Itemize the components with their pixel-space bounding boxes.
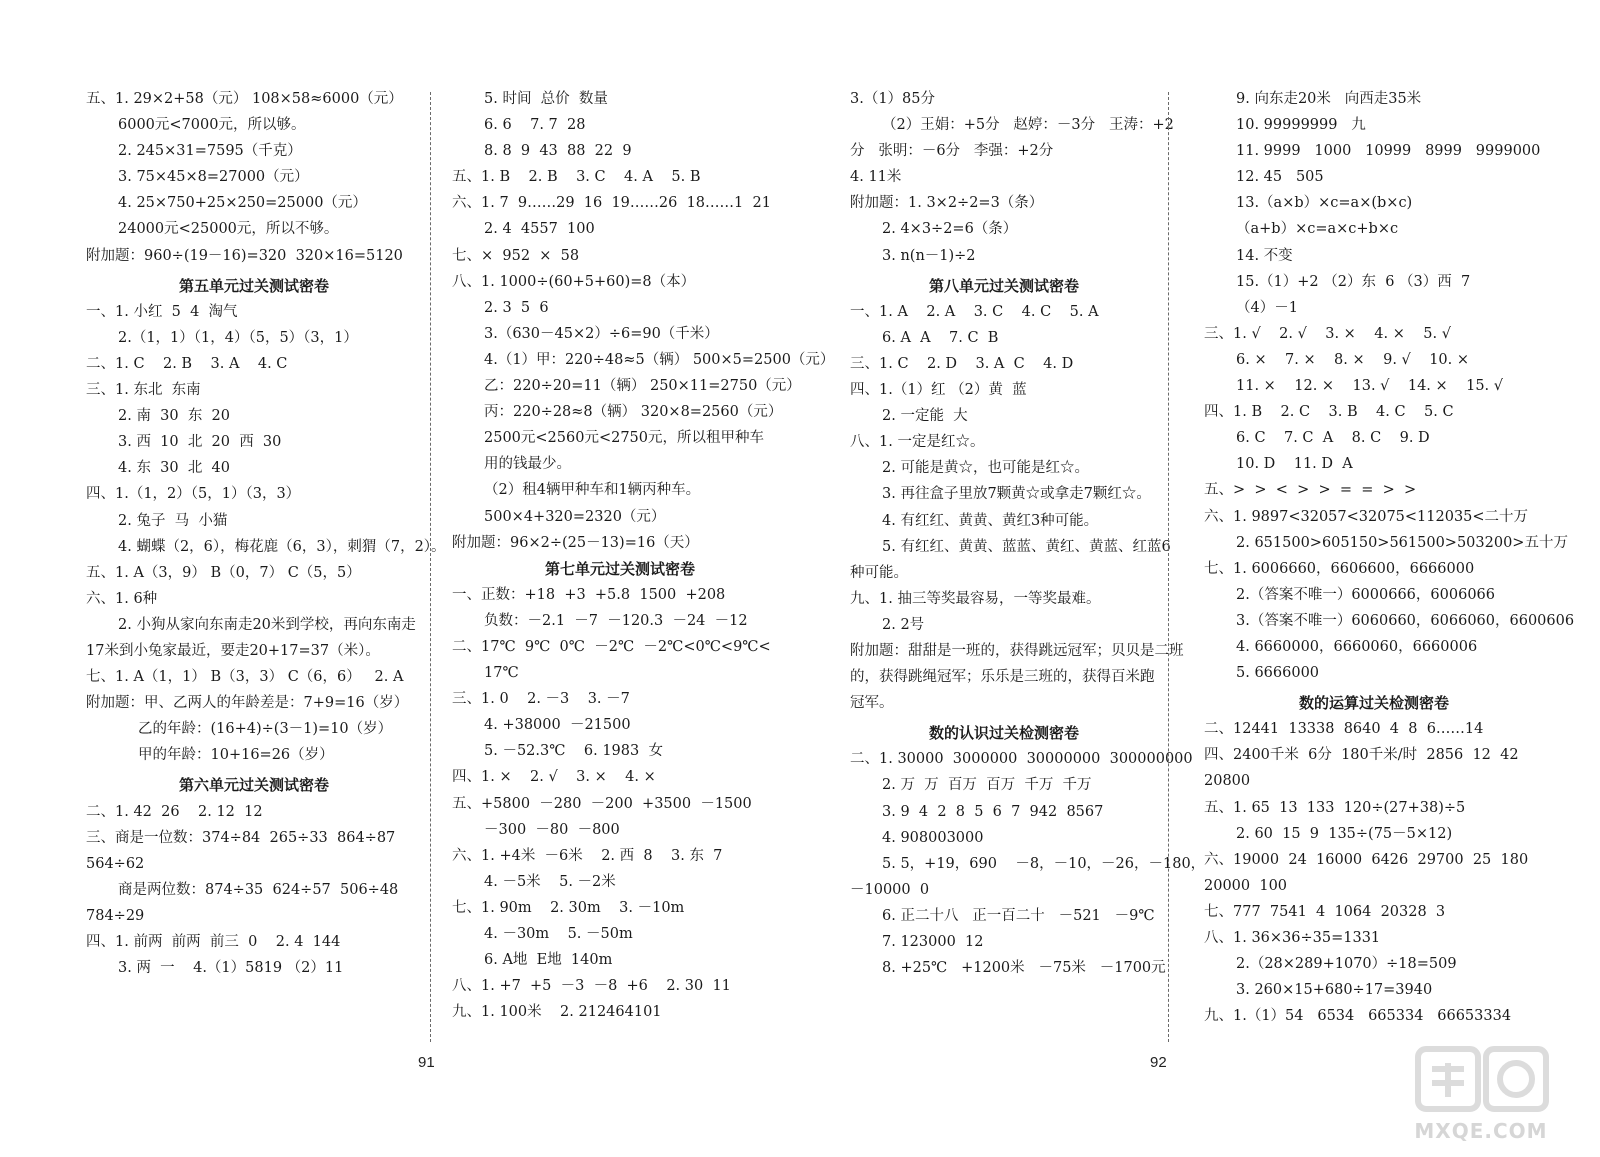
answer-line: 4.（1）甲：220÷48≈5（辆） 500×5=2500（元） xyxy=(484,351,835,368)
answer-line: 八、1. 36×36÷35=1331 xyxy=(1204,930,1381,946)
answer-line: 5. 时间 总价 数量 xyxy=(484,91,608,107)
answer-line: 6000元<7000元，所以够。 xyxy=(118,117,306,134)
section-title-unit8: 第八单元过关测试密卷 xyxy=(928,276,1079,295)
answer-line: 4. 东 30 北 40 xyxy=(118,460,230,477)
answer-line: 甲的年龄：10+16=26（岁） xyxy=(138,747,334,764)
answer-line: 四、1.（1，2）（5，1）（3，3） xyxy=(86,486,301,503)
answer-line: 4. 蝴蝶（2，6），梅花鹿（6，3），刺猬（7，2）。 xyxy=(118,538,446,555)
answer-column-1 xyxy=(86,86,446,981)
answer-line: 五、1. B 2. B 3. C 4. A 5. B xyxy=(452,169,701,186)
section-title-operations: 数的运算过关检测密卷 xyxy=(1298,694,1449,713)
answer-line: 二、17℃ 9℃ 0℃ －2℃ －2℃<0℃<9℃< xyxy=(452,638,771,655)
answer-line: 一、正数：+18 +3 +5.8 1500 +208 xyxy=(452,586,726,603)
answer-line: 五、1. 65 13 133 120÷(27+38)÷5 xyxy=(1204,799,1466,816)
answer-line: 11. × 12. × 13. √ 14. × 15. √ xyxy=(1236,378,1504,395)
answer-line: 3. 西 10 北 20 西 30 xyxy=(118,434,282,451)
answer-line: 5. 6666000 xyxy=(1236,665,1320,682)
answer-line: 500×4+320=2320（元） xyxy=(484,508,666,525)
answer-line: 六、1. 6种 xyxy=(86,590,158,607)
answer-line: 2500元<2560元<2750元，所以租甲种车 xyxy=(484,430,765,447)
answer-line: 2. 一定能 大 xyxy=(882,408,968,425)
answer-line: 5. 5，+19，690 －8，－10，－26，－180， xyxy=(882,855,1206,872)
answer-line: 商是两位数：874÷35 624÷57 506÷48 xyxy=(118,881,399,898)
answer-line: 丙：220÷28≈8（辆） 320×8=2560（元） xyxy=(484,404,783,421)
answer-line: 2. 245×31=7595（千克） xyxy=(118,143,302,160)
answer-line: 6. A A 7. C B xyxy=(882,329,999,346)
answer-line: 七、1. A（1，1） B（3，3） C（6，6） 2. A xyxy=(86,669,404,686)
answer-line: 八、1. +7 +5 －3 －8 +6 2. 30 11 xyxy=(452,978,731,995)
answer-line: 一、1. A 2. A 3. C 4. C 5. A xyxy=(850,303,1099,320)
answer-line: 17米到小兔家最近，要走20+17=37（米）。 xyxy=(86,642,380,659)
answer-line: 2. 可能是黄☆，也可能是红☆。 xyxy=(882,460,1089,477)
page-number-right: 92 xyxy=(1150,1054,1167,1071)
answer-line: 二、1. 30000 3000000 30000000 300000000 xyxy=(850,751,1193,768)
column-divider xyxy=(430,92,431,1042)
answer-line: 三、1. 东北 东南 xyxy=(86,382,201,399)
answer-line: 4. 908003000 xyxy=(882,829,984,846)
section-title-unit5: 第五单元过关测试密卷 xyxy=(178,276,329,295)
answer-line: 3. n(n－1)÷2 xyxy=(882,247,976,264)
answer-line: 六、1. +4米 －6米 2. 西 8 3. 东 7 xyxy=(452,847,723,864)
answer-line: 3.（1）85分 xyxy=(850,91,936,107)
answer-line: 八、1. 1000÷(60+5+60)=8（本） xyxy=(452,273,696,290)
answer-line: 三、1. C 2. D 3. A C 4. D xyxy=(850,355,1074,372)
answer-line: 九、1. 抽三等奖最容易，一等奖最难。 xyxy=(850,590,1101,607)
answer-line: 15.（1）+2 （2）东 6 （3）西 7 xyxy=(1236,273,1471,290)
answer-line: －300 －80 －800 xyxy=(484,821,620,838)
answer-line: 6. 正二十八 正一百二十 －521 －9℃ xyxy=(882,907,1155,924)
answer-line: 6. × 7. × 8. × 9. √ 10. × xyxy=(1236,351,1470,368)
answer-line: （a+b）×c=a×c+b×c xyxy=(1236,221,1399,238)
answer-line: （4）－1 xyxy=(1236,299,1298,316)
answer-line: 2. 4 4557 100 xyxy=(484,221,595,238)
answer-line: 附加题：甲、乙两人的年龄差是：7+9=16（岁） xyxy=(86,695,409,712)
answer-line: 3. 9 4 2 8 5 6 7 942 8567 xyxy=(882,803,1104,820)
answer-line: 4. 有红红、黄黄、黄红3种可能。 xyxy=(882,512,1099,529)
answer-line: 附加题：1. 3×2÷2=3（条） xyxy=(850,195,1044,212)
answer-line: 三、商是一位数：374÷84 265÷33 864÷87 xyxy=(86,829,396,846)
answer-line: 14. 不变 xyxy=(1236,247,1293,264)
answer-line: 附加题：960÷(19－16)=320 320×16=5120 xyxy=(86,247,403,264)
answer-line: 20000 100 xyxy=(1204,877,1288,894)
answer-line: 3.（630－45×2）÷6=90（千米） xyxy=(484,325,719,342)
section-title-number-recognition: 数的认识过关检测密卷 xyxy=(928,724,1079,743)
answer-line: 17℃ xyxy=(484,665,519,682)
answer-line: 四、2400千米 6分 180千米/时 2856 12 42 xyxy=(1204,747,1519,764)
answer-line: 8. +25℃ +1200米 －75米 －1700元 xyxy=(882,960,1166,977)
answer-line: 10. D 11. D A xyxy=(1236,456,1353,473)
answer-line: 3. 75×45×8=27000（元） xyxy=(118,169,309,186)
answer-line: 564÷62 xyxy=(86,855,145,872)
answer-line: 六、19000 24 16000 6426 29700 25 180 xyxy=(1204,851,1529,868)
answer-line: 2. 小狗从家向东南走20米到学校，再向东南走 xyxy=(118,616,416,633)
answer-line: 2. 南 30 东 20 xyxy=(118,408,230,425)
answer-line: （2）王娟：+5分 赵婷：－3分 王涛：+2 xyxy=(882,117,1174,134)
answer-line: 种可能。 xyxy=(850,564,908,581)
answer-line: 二、1. 42 26 2. 12 12 xyxy=(86,803,263,820)
answer-line: 3. 260×15+680÷17=3940 xyxy=(1236,982,1433,999)
answer-line: 七、777 7541 4 1064 20328 3 xyxy=(1204,903,1446,920)
answer-line: 七、× 952 × 58 xyxy=(452,247,580,264)
answer-line: 九、1.（1）54 6534 665334 66653334 xyxy=(1204,1008,1512,1025)
answer-line: 乙的年龄：(16+4)÷(3－1)=10（岁） xyxy=(138,721,393,738)
answer-line: 乙：220÷20=11（辆） 250×11=2750（元） xyxy=(484,378,801,395)
answer-line: 用的钱最少。 xyxy=(484,456,571,473)
answer-line: 9. 向东走20米 向西走35米 xyxy=(1236,91,1422,107)
answer-line: 2. 3 5 6 xyxy=(484,299,549,316)
answer-line: 2. 2号 xyxy=(882,616,925,633)
answer-line: 4. －5米 5. －2米 xyxy=(484,873,616,890)
answer-line: 2. 万 万 百万 百万 千万 千万 xyxy=(882,777,1092,794)
answer-line: 2. 4×3÷2=6（条） xyxy=(882,221,1018,238)
column-divider xyxy=(1168,92,1169,1042)
answer-line: 5. 有红红、黄黄、蓝蓝、黄红、黄蓝、红蓝6 xyxy=(882,538,1171,555)
answer-line: 4. +38000 －21500 xyxy=(484,717,631,734)
answer-line: 一、1. 小红 5 4 淘气 xyxy=(86,303,238,320)
answer-line: 24000元<25000元，所以不够。 xyxy=(118,221,339,238)
answer-line: 4. －30m 5. －50m xyxy=(484,926,633,942)
answer-line: 三、1. √ 2. √ 3. × 4. × 5. √ xyxy=(1204,325,1451,342)
answer-line: 5. －52.3℃ 6. 1983 女 xyxy=(484,743,663,760)
answer-line: 附加题：96×2÷(25－13)=16（天） xyxy=(452,534,699,551)
page-number-left: 91 xyxy=(418,1054,435,1071)
answer-line: 附加题：甜甜是一班的，获得跳远冠军；贝贝是二班 xyxy=(850,642,1184,659)
answer-line: 4. 6660000，6660060，6660006 xyxy=(1236,638,1478,655)
answer-line: 2. 651500>605150>561500>503200>五十万 xyxy=(1236,534,1568,551)
answer-line: 784÷29 xyxy=(86,907,145,924)
answer-line: 2.（答案不唯一）6000666，6006066 xyxy=(1236,586,1495,603)
answer-line: 冠军。 xyxy=(850,695,894,712)
answer-line: 3. 再往盒子里放7颗黄☆或拿走7颗红☆。 xyxy=(882,486,1151,503)
answer-line: 的，获得跳绳冠军；乐乐是三班的，获得百米跑 xyxy=(850,669,1155,686)
answer-line: 11. 9999 1000 10999 8999 9999000 xyxy=(1236,143,1541,160)
answer-line: 12. 45 505 xyxy=(1236,169,1324,186)
answer-line: 2.（1，1）（1，4）（5，5）（3，1） xyxy=(118,329,358,346)
answer-line: 七、1. 6006660，6606600，6666000 xyxy=(1204,560,1475,577)
answer-column-3 xyxy=(850,86,1206,981)
answer-column-4 xyxy=(1204,86,1575,1029)
answer-line: 6. C 7. C A 8. C 9. D xyxy=(1236,430,1430,447)
answer-line: 五、1. 29×2+58（元） 108×58≈6000（元） xyxy=(86,91,403,107)
section-title-unit6: 第六单元过关测试密卷 xyxy=(178,776,329,795)
answer-line: 6. A地 E地 140m xyxy=(484,952,613,969)
answer-line: 4. 11米 xyxy=(850,169,902,186)
answer-line: 10. 99999999 九 xyxy=(1236,117,1366,134)
answer-line: 七、1. 90m 2. 30m 3. －10m xyxy=(452,899,685,916)
answer-line: 3.（答案不唯一）6060660，6066060，6600606 xyxy=(1236,612,1575,629)
answer-line: 五、+5800 －280 －200 +3500 －1500 xyxy=(452,795,752,812)
answer-line: （2）租4辆甲种车和1辆丙种车。 xyxy=(484,482,701,499)
answer-line: 四、1.（1）红 （2）黄 蓝 xyxy=(850,382,1027,399)
answer-line: 分 张明：－6分 李强：+2分 xyxy=(850,143,1054,160)
answer-line: 3. 两 一 4.（1）5819 （2）11 xyxy=(118,960,344,977)
answer-line: 2.（28×289+1070）÷18=509 xyxy=(1236,956,1457,973)
answer-column-2 xyxy=(452,86,835,1025)
answer-line: 九、1. 100米 2. 212464101 xyxy=(452,1004,662,1021)
answer-line: 20800 xyxy=(1204,773,1251,790)
answer-line: 五、1. A（3，9） B（0，7） C（5，5） xyxy=(86,564,361,581)
answer-line: 13.（a×b）×c=a×(b×c) xyxy=(1236,195,1413,212)
answer-line: 2. 60 15 9 135÷(75－5×12) xyxy=(1236,825,1453,842)
answer-line: 二、1. C 2. B 3. A 4. C xyxy=(86,355,288,372)
answer-line: 四、1. B 2. C 3. B 4. C 5. C xyxy=(1204,404,1454,421)
answer-line: 7. 123000 12 xyxy=(882,934,984,950)
answer-line: 八、1. 一定是红☆。 xyxy=(850,434,985,451)
answer-line: 二、12441 13338 8640 4 8 6……14 xyxy=(1204,721,1484,738)
answer-line: 六、1. 7 9……29 16 19……26 18……1 21 xyxy=(452,195,771,212)
answer-line: 4. 25×750+25×250=25000（元） xyxy=(118,195,367,212)
answer-line: 四、1. 前两 前两 前三 0 2. 4 144 xyxy=(86,934,341,950)
answer-line: 2. 兔子 马 小猫 xyxy=(118,512,228,529)
answer-line: 四、1. × 2. √ 3. × 4. × xyxy=(452,769,656,786)
watermark-logo-icon xyxy=(1414,1039,1554,1119)
answer-line: 8. 8 9 43 88 22 9 xyxy=(484,143,632,160)
answer-line: 负数：－2.1 －7 －120.3 －24 －12 xyxy=(484,612,748,629)
answer-line: －10000 0 xyxy=(850,881,930,898)
section-title-unit7: 第七单元过关测试密卷 xyxy=(544,559,695,578)
watermark xyxy=(1396,1039,1566,1149)
answer-line: 五、> > < > > = = > > xyxy=(1204,482,1417,499)
watermark-url: MXQE.COM xyxy=(1414,1119,1548,1143)
answer-line: 三、1. 0 2. －3 3. －7 xyxy=(452,691,630,708)
answer-line: 六、1. 9897<32057<32075<112035<二十万 xyxy=(1204,508,1529,525)
answer-line: 6. 6 7. 7 28 xyxy=(484,117,586,134)
